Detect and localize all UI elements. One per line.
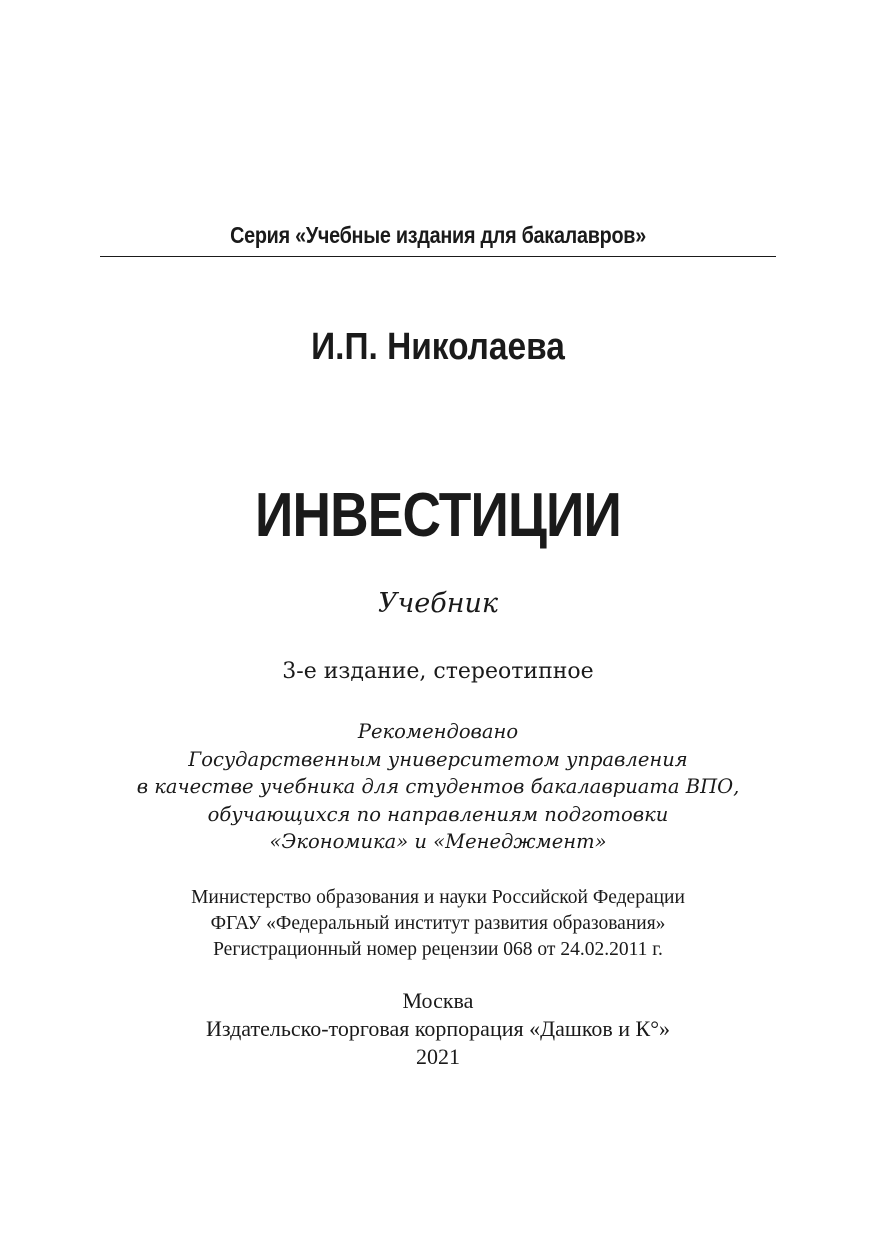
author-name: И.П. Николаева (311, 326, 565, 368)
divider-rule (100, 256, 776, 257)
series-title: Серия «Учебные издания для бакалавров» (230, 222, 646, 248)
publisher-city: Москва (402, 988, 474, 1013)
recommendation-line: в качестве учебника для студентов бакалавриата ВПО, (136, 775, 740, 798)
ministry-line: Регистрационный номер рецензии 068 от 24.02.2011 г. (213, 939, 663, 960)
recommendation-line: Государственным университетом управления (188, 747, 688, 771)
recommendation-line: Рекомендовано (357, 720, 519, 743)
recommendation-line: «Экономика» и «Менеджмент» (269, 830, 607, 853)
book-subtitle: Учебник (377, 588, 499, 619)
publication-year: 2021 (416, 1044, 460, 1069)
book-title: ИНВЕСТИЦИИ (255, 481, 621, 550)
edition-note: 3-е издание, стереотипное (282, 659, 594, 684)
recommendation-line: обучающихся по направлениям подготовки (207, 802, 669, 826)
publisher-block (0, 987, 876, 1071)
ministry-line: ФГАУ «Федеральный институт развития образования» (210, 913, 666, 934)
publisher-name: Издательско-торговая корпорация «Дашков и К°» (205, 1016, 671, 1041)
ministry-block (0, 885, 876, 963)
recommendation-block (0, 718, 876, 856)
ministry-line: Министерство образования и науки Российской Федерации (191, 887, 685, 908)
